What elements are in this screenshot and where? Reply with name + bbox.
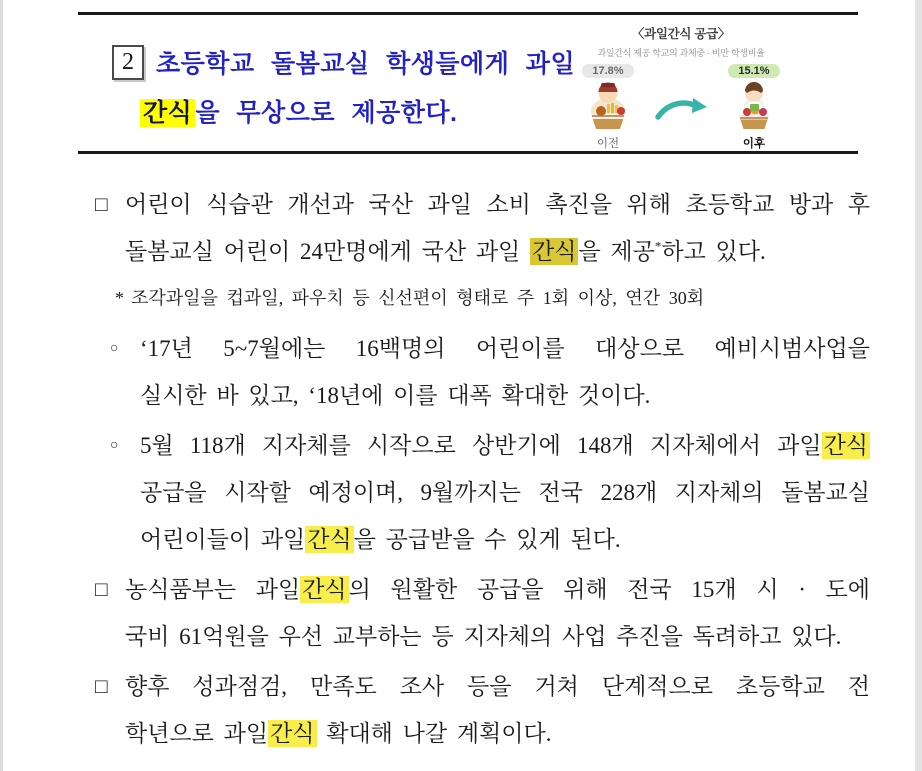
- before-label: 이전: [596, 138, 620, 150]
- paragraph: [95, 663, 870, 757]
- paragraph: [95, 566, 870, 660]
- body-text: 하고 있다.: [661, 239, 766, 264]
- page-edge-left: [0, 0, 3, 771]
- section-title-text: 초등학교 돌봄교실 학생들에게 과일: [156, 50, 576, 78]
- highlighted-text: 간식: [823, 433, 868, 458]
- body-text: 돌봄교실 어린이 24만명에게 국산 과일: [125, 239, 531, 264]
- body-text: 을 제공: [578, 239, 655, 264]
- after-label: 이후: [742, 138, 766, 150]
- square-bullet: □: [95, 192, 108, 216]
- after-value-badge: 15.1%: [728, 64, 779, 78]
- highlighted-text: 간식: [302, 577, 347, 602]
- body-text: 어린이들이 과일: [140, 527, 306, 552]
- text-line: [125, 181, 870, 228]
- text-line: [125, 663, 870, 710]
- paragraph: [110, 422, 870, 563]
- arrow-container: [644, 96, 718, 122]
- text-line: [125, 228, 870, 275]
- title-highlighted-word: 간식: [140, 99, 195, 127]
- body-text: 학년으로 과일: [125, 721, 269, 746]
- body-text: 어린이 식습관 개선과 국산 과일 소비 촉진을 위해 초등학교 방과 후: [125, 192, 870, 217]
- paragraph: [95, 181, 870, 275]
- body-text: 공급을 시작할 예정이며, 9월까지는 전국 228개 지자체의 돌봄교실: [140, 480, 870, 505]
- body-text: 을 공급받을 수 있게 된다.: [353, 527, 621, 552]
- text-line: [125, 613, 870, 660]
- footnote-reference: *: [654, 238, 662, 254]
- section-title-text: 을 무상으로 제공한다.: [195, 99, 458, 127]
- text-line: [140, 469, 870, 516]
- circle-bullet: ○: [110, 341, 119, 356]
- square-bullet: □: [95, 674, 108, 698]
- body-text: 실시한 바 있고, ‘18년에 이를 대폭 확대한 것이다.: [140, 383, 651, 408]
- body-text: 조각과일을 컵과일, 파우치 등 신선편이 형태로 주 1회 이상, 연간 30회: [131, 288, 705, 308]
- body-text: 향후 성과점검, 만족도 조사 등을 거쳐 단계적으로 초등학교 전: [125, 674, 870, 699]
- child-with-fruit-basket-icon: [723, 80, 785, 134]
- before-value-badge: 17.8%: [582, 64, 633, 78]
- infographic-title: 〈과일간식 공급〉: [631, 27, 731, 41]
- highlighted-text: 간식: [532, 239, 577, 264]
- section-number-box: [112, 45, 144, 80]
- text-line: [125, 710, 870, 757]
- section-title-line-1: [156, 44, 575, 80]
- header-top-rule: [78, 12, 858, 15]
- child-with-fast-food-icon: [577, 80, 639, 134]
- highlighted-text: 간식: [307, 527, 352, 552]
- text-line: [131, 275, 870, 322]
- body-text: 확대해 나갈 계획이다.: [316, 721, 552, 746]
- body-text: 5월 118개 지자체를 시작으로 상반기에 148개 지자체에서 과일: [140, 433, 822, 458]
- paragraph: [110, 325, 870, 419]
- body-text: 국비 61억원을 우선 교부하는 등 지자체의 사업 추진을 독려하고 있다.: [125, 624, 842, 649]
- before-figure: [572, 64, 644, 151]
- infographic: [572, 24, 790, 151]
- paragraph: [115, 275, 870, 322]
- highlighted-text: 간식: [270, 721, 315, 746]
- document-body: [95, 181, 870, 757]
- text-line: [125, 566, 870, 613]
- section-number: 2: [122, 49, 134, 75]
- body-text: 의 원활한 공급을 위해 전국 15개 시 · 도에: [348, 577, 870, 602]
- infographic-subtitle: 과일간식 제공 학교의 과체중 · 비만 학생비율: [597, 48, 765, 58]
- after-figure: [718, 64, 790, 151]
- text-line: [140, 422, 870, 469]
- curved-right-arrow-icon: [654, 96, 708, 122]
- header-bottom-rule: [78, 151, 858, 154]
- infographic-comparison: [572, 64, 790, 151]
- text-line: [140, 325, 870, 372]
- section-title-line-2: [140, 93, 458, 129]
- body-text: 농식품부는 과일: [125, 577, 301, 602]
- asterisk-marker: *: [115, 288, 124, 308]
- body-text: ‘17년 5~7월에는 16백명의 어린이를 대상으로 예비시범사업을: [140, 336, 870, 361]
- text-line: [140, 516, 870, 563]
- circle-bullet: ○: [110, 438, 119, 453]
- page-edge-right: [915, 0, 922, 771]
- square-bullet: □: [95, 577, 108, 601]
- text-line: [140, 372, 870, 419]
